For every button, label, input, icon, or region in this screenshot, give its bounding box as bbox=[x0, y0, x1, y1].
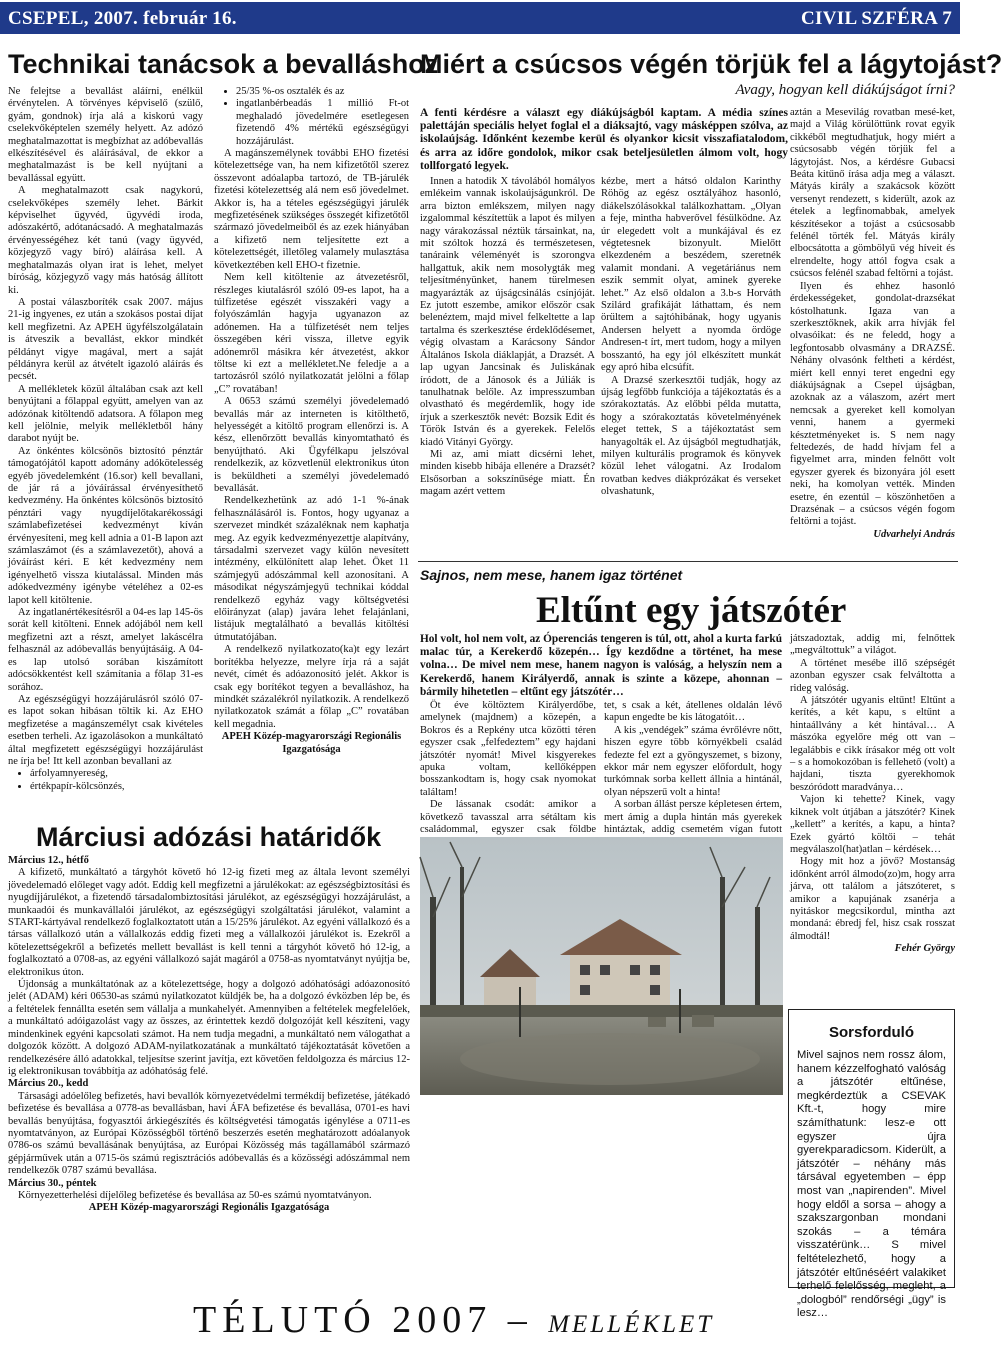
paragraph: A postai válaszboríték csak 2007. május 21-ig ingyenes, ez után a szokásos postai díjat kell megfizetni. Az APEH ügyfélszolgálatain is átveszik a bevallást, ekkor mindkét példányt vigye magával, mert a saját példányra kerül az átvételt igazoló aláírás és pecsét. bbox=[8, 296, 203, 383]
paragraph: A kis „vendégek” száma évrőlévre nőtt, hiszen egyre több környékbeli család fedezte fel ezt a gyöngyszemet, s bizony, ekkor már nem egyszer előfordult, hogy turkómnak sorba kellett állnia a hintánál, olyan népszerű volt a hinta! bbox=[604, 724, 782, 798]
paragraph: Környezetterhelési díjelőleg befizetése és bevallása az 50-es számú nyomtatványon. bbox=[18, 1189, 372, 1201]
paragraph: Társasági adóelőleg befizetés, havi bevallók környezetvédelmi termékdíj befizetése, játékadó befizetése és bevallása a 0778-as bevallásban, havi ÁFA befizetése és bevallása, 0701-es havi bevallás benyújtása, fogyasztói árkiegészítés és költségvetési támogatás igénylése a 0711-es nyomtatványon, az Európai Közösségből történő beszerzés esetén meghatározott adóalanyok 0786-os számú bevallásának benyújtása, az Európai Közösség más tagállamából származó gépjárművek után a 0715-ös számú regisztrációs adóbevallás és a közösségi adószámmal nem rendelkezők 0787 számú bevallása. bbox=[8, 1090, 410, 1177]
article1-column-2 bbox=[214, 86, 409, 822]
header-bar bbox=[0, 2, 960, 34]
list-item: • értékpapír-kölcsönzés, bbox=[30, 781, 203, 793]
header-section: CIVIL SZFÉRA 7 bbox=[801, 8, 952, 29]
paragraph: játszadoztak, addig mi, felnőttek „megváltottuk” a világot. bbox=[790, 633, 955, 657]
paragraph: A Drazsé szerkesztői tudják, hogy az újság legfőbb funkciója a tájékoztatás és a szórakoztatás. Az előbbi példa mutatta, hogy a szórakoztatás követelményének eleget tettek, S a tájékoztatást sem hanyagolták el. Az újságból megtudhatják, milyen kulturális programok és könyvek közül lehet válogatni. Az Irodalom rovatban kedves diákprózákat és verseket olvashatunk, bbox=[601, 374, 781, 498]
paragraph: Hogy mit hoz a jövő? Mostanság időnként arról álmodo(zo)m, hogy arra járva, ott találom a játszóteret, s amikor a kapujának zsanérja a nyitáskor megcsikordul, mintha azt mondaná: ébredj fel, hisz csak rosszat álmodtál! bbox=[790, 856, 955, 942]
paragraph: A rendelkező nyilatkozato(ka)t egy lezárt borítékba helyezze, melyre írja rá a saját nevét, címét és adóazonosító jelét. Akkor is csak egy borítékot tegyen a bevalláshoz, ha mindkét százalékról nyilatkozik. A rendelkező nyilatkozatok számát a főlap „C” rovatában kell megadnia. bbox=[214, 644, 409, 730]
list-item: • ingatlanbérbeadás 1 millió Ft-ot meghaladó jövedelmére esetlegesen fizetendő 4% mértékű egészségügyi hozzájárulást. bbox=[236, 98, 409, 148]
article-title-deadlines: Márciusi adózási határidők bbox=[36, 822, 382, 852]
article2-column-3 bbox=[790, 107, 955, 559]
paragraph: aztán a Mesevilág rovatban mesé-ket, majd a Világ körülöttünk rovat egyik cikkéből megtudhatjuk, hogy miért a csúcsosabb végén törjük fel a lágytojást. Nos, a kérdésre Gubacsi Beáta kitűnő írása adja meg a választ. Mátyás király a szakácsok között versenyt rendezett, s kiderült, azok az ételek a legfinomabbak, amelyek készítésekor a tojást a csúcsosabb felénél törték fel. Mátyás király elbocsátotta a gömbölyű vég híveit és elrendelte, hogy attól fogva csak a csúcsos felénél szabad feltörni a tojást. bbox=[790, 107, 955, 280]
paragraph: Az ingatlanértékesítésről a 04-es lap 145-ös sorát kell kitölteni. Ennek adójából nem kell megfizetni azt a részt, amelyet lakáscélra felhasznál az adóbevallás benyújtásáig. A 04-es lap utolsó sorában kiszámított adócsökkentést kell számítania a főlap 31-es sorához. bbox=[8, 607, 203, 693]
article-title-tax-tips: Technikai tanácsok a bevalláshoz bbox=[8, 49, 439, 79]
paragraph: Öt éve költöztem Királyerdőbe, amelynek (majdnem) a közepén, a Bokros és a Repkény utca közötti téren egyszer csak „felfedeztem” egy hajdani játszótér nyomát! Mivel kisgyerekes apuka voltam, kellőképpen bosszankodtam is, hogy csak nyomokat találtam! bbox=[420, 700, 596, 798]
paragraph: A játszótér ugyanis eltűnt! Eltűnt a kerítés, a két kapu, s eltűnt a hintaállvány a két hintával… A mászóka egyelőre még ott van – legalábbis e cikk írásakor még ott volt – s a homokozóban is fellehető (volt) a hajdani, tiszta gyerekhomok beszóródott maradványa… bbox=[790, 695, 955, 793]
article2-column-1 bbox=[420, 176, 595, 558]
article1-column-1 bbox=[8, 86, 203, 822]
deadline-date: Március 30., péntek bbox=[8, 1177, 97, 1189]
paragraph: Ne felejtse a bevallást aláírni, enélkül érvénytelen. A törvényes képviselő (szülő, gyám, gondnok) írja alá a kiskorú vagy cselekvőképtelen személy helyett. Az adózó meghatalmazottat is megbízhat az adóbevallás elkészítésével és aláírásával, de ekkor a meghatalmazást is be kell nyújtani a bevallással együtt. bbox=[8, 86, 203, 184]
article4-column-1 bbox=[420, 700, 596, 834]
paragraph: Nem kell kitöltenie az átvezetésről, részleges kiutalásról szóló 09-es lapot, ha a túlfizetése egészét visszakéri vagy a folyószámlán hagyja ugyanazon az adónemen. Ha a túlfizetését nem teljes összegében kéri vissza, illetve egyik adónemről másikra kér átvezetést, akkor töltse ki ezt a mellékletet.Ne feledje a a tartozásról szóló nyilatkozatát jelölni a főlap „C” rovatában! bbox=[214, 272, 409, 395]
paragraph: Rendelkezhetünk az adó 1-1 %-ának felhasználásáról is. Fontos, hogy ugyanaz a szervezet mindkét százaléknak nem kaphatja meg. Az egyik kedvezményezettje alapítvány, társadalmi szervezet vagy külön nevesített intézmény, elkülönített alap lehet. Öket 11 számjegyű adószámmal kell azonosítani. A másodikat négyszámjegyű technikai kóddal rendelkező egyház vagy költségvetési előirányzat (alap) javára lehet felajánlani, listájuk megtalálható a bevallás kitöltési útmutatójában. bbox=[214, 495, 409, 643]
paragraph: Innen a hatodik X távolából homályos emlékeim vannak iskolaújságunkról. De arra bizton emlékszem, milyen nagy izgalommal készítettük a lapot és milyen nagy várakozással néztük társainkat, na, mit szóltok hozzá és természetesen, tanáraink véleményét is szorongva hallgattuk, akik nem mosolygták meg teljesítményünket, hanem türelmesen magyarázták az újságcsinálás csínjóját. Ez jutott eszembe, amikor először csak belenéztem, majd mivel felkeltette a lap tartalma és szerkesztése érdeklődésemet, végig olvastam a Karácsony Sándor Általános Iskola diáklapját, a Drazsét. A lap ugyan Jancsinak és Juliskának íródott, de a Jánosok és a Júliák is tanulhatnak belőle. Az impresszumban olvastható és megérdemlik, hogy ide írjuk a szerkesztők nevét: Bozsik Edit és Török István és a gyerekek. Felelős kiadó Vitányi György. bbox=[420, 176, 595, 448]
sidebox-sorsfordulo bbox=[788, 1009, 955, 1320]
playground-photo bbox=[420, 837, 783, 1095]
article2-column-2 bbox=[601, 176, 781, 558]
article4-kicker: Sajnos, nem mese, hanem igaz történet bbox=[420, 567, 683, 583]
paragraph: A kifizető, munkáltató a tárgyhót követő hó 12-ig fizeti meg az általa levont személyi jövedelemadó előleget vagy adót. Eddig kell megfizetni a járulékokat: az egészségbiztosítási és nyugdíjjárulékot, a fizetendő társadalombiztosítási járulékot, az egészségügyi hozzájárulást, a munkaadói és munkavállalói járulékot, az egészségügyi szolgáltatási járulékot, valamint a START-kártyával rendelkező foglalkoztatott után a 15/25% járulékot. Az egyéni vállalkozó és a társas vállalkozó után a vállalkozás eddig fizeti meg a vállalkozói járulékot is. Ezekről a kötelezettségekről a befizetés mellett bevallást is kell tenni a tárgyhót követő hó 12-ig, a foglalkoztató a 0708-as, az egyéni vállalkozó saját magáról a 0758-as nyomtatványt nyújtja be, elektronikus úton. bbox=[8, 867, 410, 978]
paragraph: kézbe, mert a hátsó oldalon Karinthy Röhög az egész osztályához hasonló, diákelszólásokkal találkozhattam. „Olyan a feje, mintha habverővel fésülködne. Az úr elegedett volt a munkájával és ez végtetesnek bizonyult. Mielőtt elkezdeném a beszédem, szeretnék valamit mondani. A vegetáriánus nem eszik semmit olyat, aminek gyereke lehet.” Az első oldalon a 3.b-s Horváth Szilárd grafikáját láthattam, és nem örültem a sajtóhibának, hogy ugyanis Andersen helyett a nyomda ördöge Andresen-t írt, mert tudom, hogy a milyen bosszantó, ha egy jól elkészített munkát egy apró hiba elcsúfít. bbox=[601, 176, 781, 374]
article3-body bbox=[8, 855, 410, 1275]
paragraph: A mellékletek közül általában csak azt kell benyújtani a főlappal együtt, amelyen van az adózónak kitöltendő adatsora. A főlapon meg kell jelölnie, melyik mellékletből hány darabot nyújt be. bbox=[8, 383, 203, 445]
article2-lead: A fenti kérdésre a választ egy diákújságból kaptam. A média színes palettáján speciális helyet foglal el a diáksajtó, vagy másképpen szólva, az iskolaújság. Időnként kezembe kerül és olyankor kicsit visszafiatalodom, és arra az időre gondolok, mikor csak beteljesületlen álmom volt, hogy tollforgató legyek. bbox=[420, 107, 788, 172]
list-item: • árfolyamnyereség, bbox=[30, 768, 203, 780]
page-footer bbox=[193, 1298, 714, 1342]
paragraph: A történet mesébe illő szépségét azonban egyszer csak felváltotta a rideg valóság. bbox=[790, 657, 955, 694]
footer-italic: MELLÉKLET bbox=[548, 1311, 715, 1338]
paragraph: tet, s csak a két, átellenes oldalán lévő kapun engedte be kis látogatóit… bbox=[604, 700, 782, 724]
header-date: CSEPEL, 2007. február 16. bbox=[8, 8, 237, 29]
article4-column-2 bbox=[604, 700, 782, 834]
paragraph: Az egészségügyi hozzájárulásról szóló 07-es lapot sokan hibásan töltik ki. Az EHO megfizetése a magánszemélyt csak kivételes esetben terheli. Az igazolásokon a munkáltató által megfizetett egészségügyi hozzájárulást ne írja be! Itt kell azonban bevallani az bbox=[8, 693, 203, 767]
article-title-playground: Eltűnt egy játszótér bbox=[536, 590, 847, 631]
bullet-list bbox=[214, 86, 409, 148]
footer-main: TÉLUTÓ 2007 – bbox=[193, 1299, 549, 1341]
article2-signature: Udvarhelyi András bbox=[873, 528, 955, 540]
photo-drawing bbox=[420, 837, 783, 1095]
sidebox-title: Sorsforduló bbox=[829, 1024, 914, 1041]
deadline-date: Március 20., kedd bbox=[8, 1078, 89, 1090]
paragraph: Az önkéntes kölcsönös biztosító pénztár támogatójától kapott adomány adókötelesség egyéb jövedelemként (16.sor) kell bevallani, de jár rá a jóváírással érvényesíthető kedvezmény. Ha önkéntes kölcsönös biztosító pénztári vagy nyugdíjelőtakarékossági számlabefizetései kedvezményt kíván érvényesíteni, meg kell adnia a 01-B lapon azt számlaszámot (és a számlavezetőt), ahová a jóváírást kéri. E két kedvezmény nem igényelhető vissza kiutalással. Minden más adókedvezmény igénybe vételéhez a 02-es lapot kell kitöltenie. bbox=[8, 445, 203, 606]
article-subtitle-eggs: Avagy, hogyan kell diákújságot írni? bbox=[735, 82, 955, 98]
article3-signature: APEH Közép-magyarországi Regionális Igazgatósága bbox=[88, 1202, 330, 1214]
paragraph: Újdonság a munkáltatónak az a kötelezettsége, hogy a dolgozó adóhatósági adóazonosító jelét (ADAM) kéri 06530-as számú nyilatkozatot küldjék be, ha a dolgozó évközben lép be, és a feltételek fennállta esetén sem vállalja a munkahelyét. Amennyiben a feltételek megfelelőek, a munkáltató adóigazolást vagy az összes, az érintettek kezdő dolgozóját kell készíteni, vagy mindenkinek egyéni kapcsolati számot. Ha nem tudja megadni, a munkáltató nem válogathat a dolgozók között. A dolgozó ADAM-nyilatkozatának a munkáltató tájékoztatását követően a rendelkezésére álló adatokkal, teljesítse szerint javítja, ezt követően feldolgozza és március 12-ig elektronikusan továbbítja az adóhatóság felé. bbox=[8, 979, 410, 1077]
paragraph: A magánszemélynek további EHO fizetési kötelezettsége van, ha nem kifizetőtől szerez összevont adóalapba tartozó, de TB-járulék fizetési kötelezettség alá nem eső jövedelmet. Akkor is, ha a tételes egészségügyi járulék megfizetésének szükséges összegét kifizetőtől származó jövedelmeiből és az ezek hiányában a kifizető nem teljesítette ezt a kötelezettségét, illetőleg valamely mulasztása következtében kell EHO-t fizetnie. bbox=[214, 148, 409, 271]
paragraph: A meghatalmazott csak nagykorú, cselekvőképes személy lehet. Bárkit képviselhet ügyvéd, ügyvédi iroda, adószakértő, adótanácsadó. A meghatalmazás érvényességéhez két tanú (vagy ügyvéd, közjegyző vagy bíró) aláírása kell. A meghatalmazás olyan irat is lehet, melyet bíróság, közjegyző vagy más hatóság állított ki. bbox=[8, 185, 203, 296]
article4-lead: Hol volt, hol nem volt, az Óperenciás tengeren is túl, ott, ahol a kurta farkú malac túr, a Kerekerdő közepén… Így kezdődne a történet, ha mese volna… De mivel nem mese, hanem nagyon is valóság, a helyszín nem a Kerekerdő, hanem Királyerdő, annak is szinte a közepe, ahonnan – bármily hihetetlen – eltűnt egy játszótér… bbox=[420, 633, 782, 698]
bullet-list bbox=[8, 768, 203, 793]
deadline-date: Március 12., hétfő bbox=[8, 855, 89, 866]
section-divider bbox=[418, 561, 958, 562]
paragraph: A sorban állást persze képletesen értem, mert ámig a dupla hintán más gyerekek hintáztak, addig csemetém vígan futott bbox=[604, 799, 782, 836]
article4-column-3 bbox=[790, 633, 955, 1005]
paragraph: Vajon ki tehette? Kinek, vagy kiknek volt útjában a játszótér? Kinek „kellett” a kerítés, a kapu, a hinta? Ezek gyártó költői – tehát megválaszol(hat)atlan – kérdések… bbox=[790, 794, 955, 855]
paragraph: Ilyen és ehhez hasonló érdekességeket, gondolat-drazsékat kóstolhatunk. Igaza van a szerkesztőknek, akik arra hívják fel olvasóikat: és ne feledd, hogy a legfontosabb olvasmány a DRAZSÉ. Néhány olvasónk feltheti a kérdést, miért kell ennyi teret engedni egy diákújságnak a Csepel újságban, azoknak az a válaszom, azért mert nemcsak a gyereket kell komolyan venni, hanem a gyermeki késztetményeket is. S nem nagy feltedezés, de hadd hívjam fel a figyelmet arra, minden felnőtt volt egyszer gyerek és bizonyára jól esett neki, ha komolyan vették. Minden esetre, én ezentúl – köszönhetően a Drazsénak – a csúcsos végén fogom feltörni a tojást. bbox=[790, 280, 955, 528]
paragraph: De lássanak csodát: amikor a következő tavasszal arra sétáltam kis családommal, egyszer csak földbe bbox=[420, 799, 596, 836]
article-title-eggs: Miért a csúcsos végén törjük fel a lágytojást? bbox=[420, 49, 1002, 79]
article4-signature: Fehér György bbox=[894, 943, 955, 955]
sidebox-text: Mivel sajnos nem rossz álom, hanem kézzelfogható valóság a játszótér eltűnése, megkérdeztük a CSEVAK Kft.-t, hogy mire számíthatunk: lesz-e ott egyszer újra gyerekparadicsom. Kiderült, a játszótér – néhány más társával egyetemben – épp most van „napirenden”. Mivel hogy eldől a sorsa – ahogy a szakszargonban mondani szokás – a témára visszatérünk… S mivel feltételezhető, hogy a játszótér eltűnéséért valakiket terhelő felelősség, megleht, a „dologból” rendőrségi „ügy” is lesz… bbox=[797, 1049, 946, 1320]
page-header bbox=[0, 0, 960, 36]
list-item: • 25/35 %-os osztalék és az bbox=[236, 86, 409, 98]
article1-signature: APEH Közép-magyarországi Regionális Igazgatósága bbox=[221, 731, 402, 755]
paragraph: A 0653 számú személyi jövedelemadó bevallás már az interneten is kitölthető, helyességét a kitöltő program ellenőrzi is. A kész, ellenőrzött bevallás kinyomtatható és benyújtható. Aki Ügyfélkapu jelszóval rendelkezik, az közvetlenül elektronikus úton is beküldheti a személyi jövedelemadó bevallását. bbox=[214, 396, 409, 494]
paragraph: Mi az, ami miatt dicsérni lehet, minden kisebb hibája ellenére a Drazsét? Elsősorban a sokszínűsége miatt. Én magam azért vettem bbox=[420, 448, 595, 498]
